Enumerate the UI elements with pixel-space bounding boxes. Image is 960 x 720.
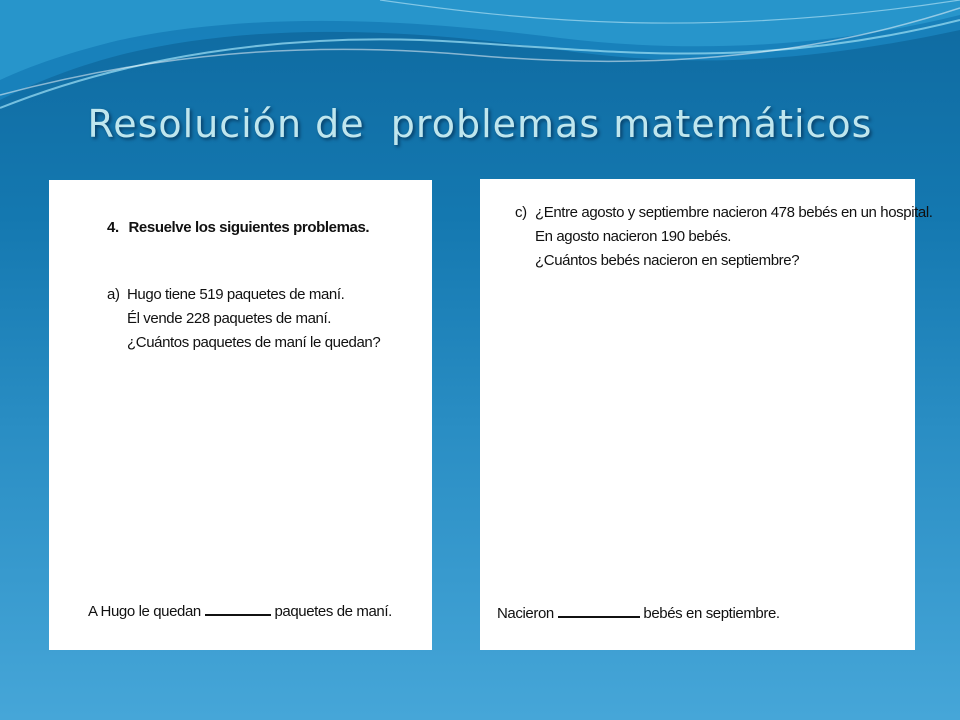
worksheet-panel-left	[49, 180, 432, 650]
worksheet-panel-right	[480, 179, 933, 650]
heading-number: 4.	[107, 219, 119, 236]
slide-title: Resolución de problemas matemáticos	[87, 102, 873, 146]
problem-c-text	[535, 201, 933, 273]
answer-suffix: paquetes de maní.	[274, 603, 392, 620]
problem-line: Hugo tiene 519 paquetes de maní.	[127, 286, 345, 303]
problem-line: ¿Cuántos bebés nacieron en septiembre?	[535, 252, 800, 269]
heading-text: Resuelve los siguientes problemas.	[128, 219, 370, 236]
answer-line-c	[497, 602, 780, 626]
answer-blank[interactable]	[558, 602, 640, 618]
problem-line: Él vende 228 paquetes de maní.	[127, 310, 331, 327]
answer-prefix: Nacieron	[497, 605, 554, 622]
problem-line: ¿Cuántos paquetes de maní le quedan?	[127, 334, 381, 351]
problem-line: ¿Entre agosto y septiembre nacieron 478 bebés en un hospital.	[535, 204, 933, 221]
problem-set-heading	[107, 216, 369, 240]
answer-suffix: bebés en septiembre.	[643, 605, 780, 622]
answer-line-a	[88, 600, 392, 624]
problem-line: En agosto nacieron 190 bebés.	[535, 228, 732, 245]
problem-a-label: a)	[107, 286, 120, 303]
problem-a-text	[127, 283, 380, 355]
answer-prefix: A Hugo le quedan	[88, 603, 201, 620]
answer-blank[interactable]	[205, 600, 271, 616]
problem-c-label: c)	[515, 204, 527, 221]
